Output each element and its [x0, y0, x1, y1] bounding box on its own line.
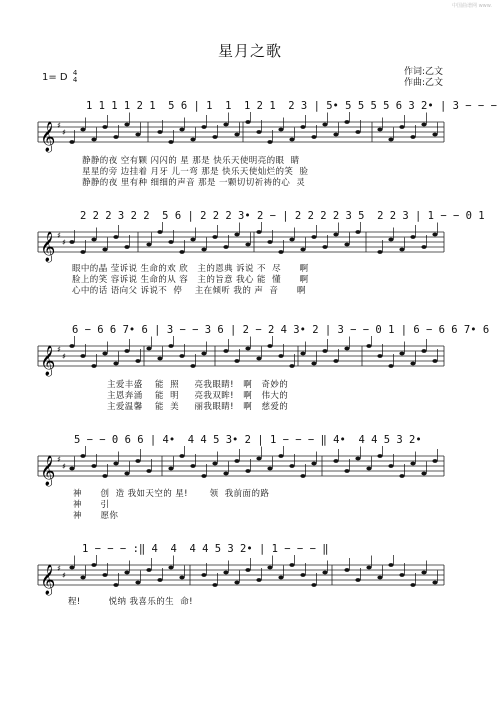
note-head: [234, 359, 239, 363]
note-head: [278, 250, 283, 254]
note-head: [388, 563, 393, 567]
note-head: [344, 243, 349, 247]
note-head: [300, 125, 305, 129]
note-head: [300, 352, 305, 356]
note-head: [102, 573, 107, 577]
note-head: [146, 347, 151, 351]
note-head: [80, 454, 85, 458]
sharp-icon: ♯: [62, 462, 66, 471]
lyric-2-2: 脸上的笑 容诉说 生命的从 容 主的旨意 我心 能 懂 啊: [72, 275, 309, 285]
note-head: [410, 362, 415, 366]
note-head: [223, 123, 228, 127]
note-head: [432, 133, 437, 137]
note-head: [113, 135, 118, 139]
lyric-3-1: 主爱丰盛 能 照 亮我眼睛! 啊 奇妙的: [107, 380, 289, 390]
note-head: [201, 248, 206, 252]
note-head: [410, 583, 415, 587]
note-head: [69, 467, 74, 471]
note-head: [344, 568, 349, 572]
sharp-icon: ♯: [57, 121, 61, 130]
lyric-4-1: 神 创 造 我如天空的 星! 领 我前面的路: [73, 489, 270, 499]
time-signature-bottom: 4: [72, 76, 78, 84]
note-head: [355, 230, 360, 234]
note-head: [113, 235, 118, 239]
note-head: [212, 462, 217, 466]
note-head: [179, 576, 184, 580]
note-head: [146, 568, 151, 572]
note-head: [157, 130, 162, 134]
note-head: [377, 354, 382, 358]
note-head: [366, 566, 371, 570]
note-head: [355, 457, 360, 461]
note-head: [69, 140, 74, 144]
note-head: [245, 469, 250, 473]
lyric-1-3: 静静的夜 里有种 细细的声音 那是 一颗切切祈祷的心 灵: [82, 178, 306, 188]
note-head: [124, 571, 129, 575]
sharp-icon: ♯: [57, 564, 61, 573]
note-head: [135, 459, 140, 463]
note-head: [355, 578, 360, 582]
note-head: [432, 581, 437, 585]
note-head: [146, 469, 151, 473]
note-head: [432, 359, 437, 363]
note-head: [388, 138, 393, 142]
note-head: [245, 120, 250, 124]
note-head: [91, 138, 96, 142]
lyric-4-3: 神 愿你: [73, 511, 119, 521]
note-head: [300, 474, 305, 478]
staff-1: [0, 112, 500, 156]
note-head: [432, 459, 437, 463]
note-head: [168, 344, 173, 348]
lyric-4-2: 神 引: [73, 500, 110, 510]
note-head: [289, 464, 294, 468]
note-head: [410, 462, 415, 466]
note-head: [322, 571, 327, 575]
note-head: [113, 362, 118, 366]
note-head: [289, 238, 294, 242]
note-head: [311, 362, 316, 366]
sharp-icon: ♯: [57, 345, 61, 354]
note-head: [234, 459, 239, 463]
watermark: 中国曲谱网 www.: [452, 3, 492, 9]
note-head: [223, 472, 228, 476]
note-head: [278, 576, 283, 580]
song-title: 星月之歌: [217, 42, 282, 60]
note-head: [267, 467, 272, 471]
treble-clef-icon: 𝄞: [40, 346, 56, 376]
note-head: [157, 357, 162, 361]
note-head: [212, 235, 217, 239]
note-head: [223, 245, 228, 249]
note-head: [311, 135, 316, 139]
lyric-2-1: 眼中的晶 莹诉说 生命的欢 欣 主的恩典 诉说 不 尽 啊: [72, 264, 309, 274]
note-head: [399, 248, 404, 252]
note-head: [113, 583, 118, 587]
note-head: [377, 454, 382, 458]
treble-clef-icon: 𝄞: [40, 232, 56, 262]
note-head: [168, 240, 173, 244]
note-head: [267, 140, 272, 144]
note-head: [267, 344, 272, 348]
note-head: [179, 250, 184, 254]
note-head: [355, 130, 360, 134]
note-head: [212, 135, 217, 139]
note-head: [300, 248, 305, 252]
note-head: [289, 364, 294, 368]
note-head: [69, 344, 74, 348]
note-head: [91, 464, 96, 468]
note-head: [212, 583, 217, 587]
note-head: [146, 243, 151, 247]
note-head: [421, 245, 426, 249]
sharp-icon: ♯: [57, 231, 61, 240]
sharp-icon: ♯: [62, 352, 66, 361]
note-head: [135, 581, 140, 585]
note-head: [311, 235, 316, 239]
note-head: [201, 573, 206, 577]
note-head: [223, 571, 228, 575]
note-head: [322, 245, 327, 249]
note-head: [168, 566, 173, 570]
note-head: [80, 354, 85, 358]
note-head: [300, 573, 305, 577]
jianpu-line-3: 6 − 6 6 7• 6 | 3 − − 3 6 | 2 − 2 4 3• 2 | 3 − − 0 1 | 6 − 6 6 7• 6: [72, 324, 490, 336]
note-head: [91, 364, 96, 368]
note-head: [278, 128, 283, 132]
lyricist-credit: 作词:乙文: [404, 67, 444, 77]
sharp-icon: ♯: [62, 128, 66, 137]
lyric-5-1: 程! 悦纳 我喜乐的生 命!: [68, 597, 193, 607]
note-head: [399, 573, 404, 577]
note-head: [366, 467, 371, 471]
lyric-2-3: 心中的话 语向父 诉说不 停 主在倾听 我的 声 音 啊: [72, 286, 306, 296]
note-head: [179, 128, 184, 132]
note-head: [245, 568, 250, 572]
note-head: [157, 230, 162, 234]
note-head: [190, 138, 195, 142]
note-head: [135, 133, 140, 137]
lyric-3-2: 主恩奔涌 能 明 亮我双眸! 啊 伟大的: [107, 391, 289, 401]
note-head: [80, 576, 85, 580]
lyric-1-1: 静静的夜 空有颗 闪闪的 星 那是 快乐天使明亮的眼 睛: [82, 156, 300, 166]
jianpu-line-4: 5 − − 0 6 6 | 4• 4 4 5 3• 2 | 1 − − − ‖ 4• 4 4 5 3 2•: [74, 434, 422, 446]
note-head: [421, 571, 426, 575]
note-head: [102, 248, 107, 252]
note-head: [344, 469, 349, 473]
note-head: [80, 128, 85, 132]
note-head: [135, 359, 140, 363]
note-head: [91, 238, 96, 242]
note-head: [421, 123, 426, 127]
note-head: [234, 581, 239, 585]
note-head: [333, 459, 338, 463]
note-head: [333, 233, 338, 237]
note-head: [388, 238, 393, 242]
staff-3: [0, 336, 500, 380]
jianpu-line-5: 1 − − − :‖ 4 4 4 4 5 3 2• | 1 − − − ‖: [82, 543, 329, 555]
note-head: [190, 364, 195, 368]
composer-credit: 作曲:乙文: [404, 78, 444, 88]
note-head: [278, 454, 283, 458]
note-head: [410, 135, 415, 139]
jianpu-line-1: 1 1 1 1 2 1 5 6 | 1 1 1 2 1 2 3 | 5• 5 5 5 5 6 3 2• | 3 − − −: [86, 100, 497, 112]
note-head: [311, 583, 316, 587]
note-head: [69, 566, 74, 570]
sharp-icon: ♯: [62, 571, 66, 580]
note-head: [124, 245, 129, 249]
note-head: [113, 462, 118, 466]
note-head: [124, 123, 129, 127]
note-head: [256, 457, 261, 461]
note-head: [179, 454, 184, 458]
note-head: [333, 359, 338, 363]
lyric-1-2: 星星的旁 边挂着 月牙 儿一弯 那是 快乐天使灿烂的笑 脸: [82, 167, 309, 177]
note-head: [124, 349, 129, 353]
staff-4: [0, 446, 500, 490]
note-head: [245, 243, 250, 247]
note-head: [388, 464, 393, 468]
note-head: [256, 578, 261, 582]
note-head: [245, 347, 250, 351]
note-head: [388, 364, 393, 368]
staff-2: [0, 222, 500, 266]
note-head: [399, 125, 404, 129]
staff-5: [0, 555, 500, 599]
note-head: [102, 352, 107, 356]
time-signature-top: 4: [72, 69, 78, 77]
note-head: [256, 130, 261, 134]
treble-clef-icon: 𝄞: [40, 122, 56, 152]
note-head: [80, 250, 85, 254]
note-head: [179, 354, 184, 358]
note-head: [256, 357, 261, 361]
note-head: [377, 250, 382, 254]
note-head: [410, 235, 415, 239]
note-head: [322, 349, 327, 353]
note-head: [278, 354, 283, 358]
treble-clef-icon: 𝄞: [40, 456, 56, 486]
note-head: [91, 563, 96, 567]
note-head: [289, 563, 294, 567]
key-label: 1= D: [42, 72, 68, 83]
note-head: [333, 133, 338, 137]
note-head: [190, 238, 195, 242]
note-head: [311, 462, 316, 466]
note-head: [234, 233, 239, 237]
note-head: [377, 576, 382, 580]
note-head: [366, 344, 371, 348]
note-head: [190, 464, 195, 468]
note-head: [344, 347, 349, 351]
note-head: [69, 240, 74, 244]
time-signature: [73, 70, 77, 84]
note-head: [377, 128, 382, 132]
key-signature: [42, 70, 77, 84]
note-head: [124, 472, 129, 476]
note-head: [421, 472, 426, 476]
note-head: [267, 240, 272, 244]
note-head: [201, 474, 206, 478]
note-head: [201, 352, 206, 356]
note-head: [102, 125, 107, 129]
note-head: [421, 349, 426, 353]
note-head: [201, 125, 206, 129]
jianpu-line-2: 2 2 2 3 2 2 5 6 | 2 2 2 3• 2 − | 2 2 2 2 3 5 2 2 3 | 1 − − 0 1: [80, 210, 485, 222]
note-head: [399, 474, 404, 478]
note-head: [322, 123, 327, 127]
note-head: [432, 233, 437, 237]
note-head: [256, 230, 261, 234]
note-head: [267, 566, 272, 570]
note-head: [168, 467, 173, 471]
note-head: [234, 133, 239, 137]
note-head: [289, 138, 294, 142]
sharp-icon: ♯: [62, 238, 66, 247]
note-head: [102, 474, 107, 478]
note-head: [168, 140, 173, 144]
note-head: [344, 120, 349, 124]
lyric-3-3: 主爱温馨 能 美 丽我眼睛! 啊 慈爱的: [107, 402, 289, 412]
note-head: [223, 349, 228, 353]
sharp-icon: ♯: [57, 455, 61, 464]
note-head: [399, 352, 404, 356]
note-head: [157, 578, 162, 582]
treble-clef-icon: 𝄞: [40, 565, 56, 595]
